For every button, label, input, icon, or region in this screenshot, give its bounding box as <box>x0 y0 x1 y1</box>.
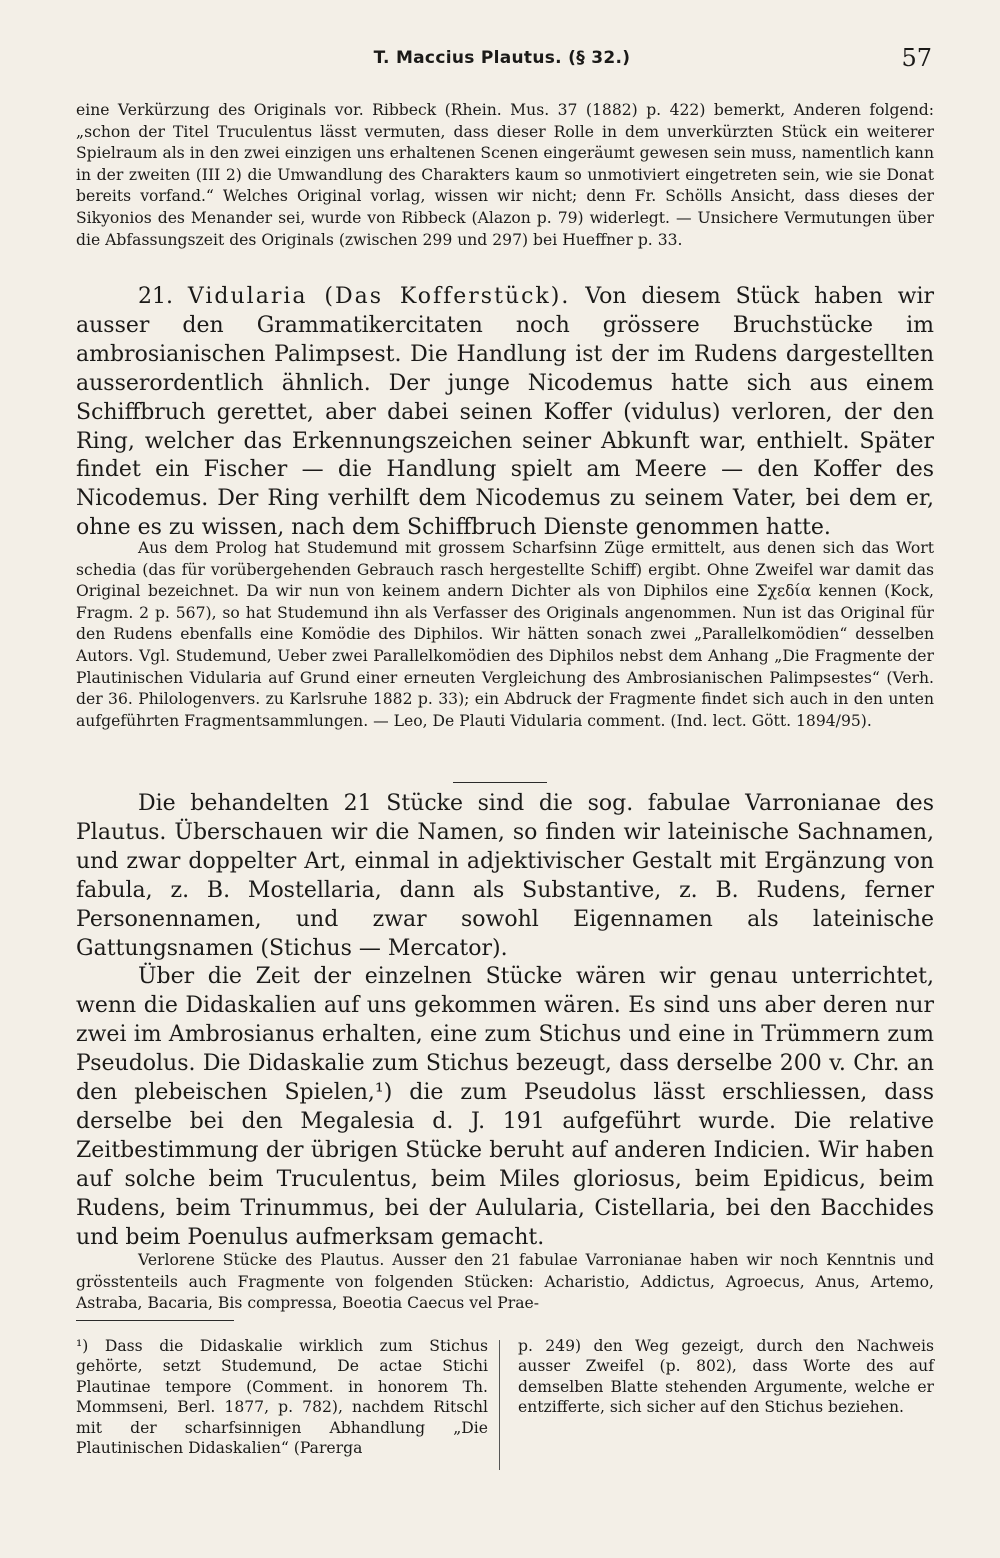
footnote-right-column: p. 249) den Weg gezeigt, durch den Nachweis ausser Zweifel (p. 802), dass Worte des auf demselben Blatte stehenden Argumente, welche er entzifferte, sich sicher auf den Stichus beziehen. <box>518 1337 934 1417</box>
footnote-column-divider <box>499 1340 500 1470</box>
section-21-title: Vidularia (Das Kofferstück). <box>187 284 571 309</box>
footnote-rule <box>76 1320 234 1321</box>
section-21-text: Von diesem Stück haben wir ausser den Grammatikercitaten noch grössere Bruchstücke im ambrosianischen Palimpsest. Die Handlung ist der im Rudens dargestellten ausserordentlich ähnlich. Der junge Nicodemus hatte sich aus einem Schiffbruch gerettet, aber dabei seinen Koffer (vidulus) verloren, der den Ring, welcher das Erkennungszeichen seiner Abkunft war, enthielt. Später findet ein Fischer — die Handlung spielt am Meere — den Koffer des Nicodemus. Der Ring verhilft dem Nicodemus zu seinem Vater, bei dem er, ohne es zu wissen, nach dem Schiffbruch Dienste genommen hatte. <box>76 284 934 541</box>
section-21-block <box>76 283 934 543</box>
summary-paragraph-2: Über die Zeit der einzelnen Stücke wären wir genau unterrichtet, wenn die Didaskalien auf uns gekommen wären. Es sind uns aber deren nur zwei im Ambrosianus erhalten, eine zum Stichus und eine in Trümmern zum Pseudolus. Die Didaskalie zum Stichus bezeugt, dass derselbe 200 v. Chr. an den plebeischen Spielen,¹) die zum Pseudolus lässt erschliessen, dass derselbe bei den Megalesia d. J. 191 aufgeführt wurde. Die relative Zeitbestimmung der übrigen Stücke beruht auf anderen Indicien. Wir haben auf solche beim Truculentus, beim Miles gloriosus, beim Epidicus, beim Rudens, beim Trinummus, bei der Aulularia, Cistellaria, bei den Bacchides und beim Poenulus aufmerksam gemacht. <box>76 964 934 1250</box>
section-21-number: 21. <box>138 284 173 309</box>
running-title: T. Maccius Plautus. (§ 32.) <box>373 48 631 68</box>
footnotes <box>76 1336 934 1476</box>
intro-paragraph: eine Verkürzung des Originals vor. Ribbeck (Rhein. Mus. 37 (1882) p. 422) bemerkt, Anderen folgend: „schon der Titel Truculentus lässt vermuten, dass dieser Rolle in dem unverkürzten Stück ein weiterer Spielraum als in den zwei einzigen uns erhaltenen Scenen eingeräumt gewesen sein muss, namentlich kann in der zweiten (III 2) die Umwandlung des Charakters kaum so unmotiviert eingetreten sein, wie sie Donat bereits vorfand.“ Welches Original vorlag, wissen wir nicht; denn Fr. Schölls Ansicht, dass dieses der Sikyonios des Menander sei, wurde von Ribbeck (Alazon p. 79) widerlegt. — Unsichere Vermutungen über die Abfassungszeit des Originals (zwischen 299 und 297) bei Hueffner p. 33. <box>76 101 934 249</box>
page-header <box>72 44 932 78</box>
lost-plays-block <box>76 1250 934 1315</box>
section-divider <box>453 782 547 783</box>
page-number: 57 <box>901 44 932 72</box>
section-21-paragraph <box>76 283 934 543</box>
summary-block <box>76 790 934 1253</box>
intro-paragraph-block <box>76 100 934 251</box>
lost-plays-note: Verlorene Stücke des Plautus. Ausser den 21 fabulae Varronianae haben wir noch Kenntnis und grösstenteils auch Fragmente von folgenden Stücken: Acharistio, Addictus, Agroecus, Anus, Artemo, Astraba, Bacaria, Bis compressa, Boeotia Caecus vel Prae- <box>76 1251 934 1313</box>
summary-paragraph-1: Die behandelten 21 Stücke sind die sog. fabulae Varronianae des Plautus. Überschauen wir die Namen, so finden wir lateinische Sachnamen, und zwar doppelter Art, einmal in adjektivischer Gestalt mit Ergänzung von fabula, z. B. Mostellaria, dann als Substantive, z. B. Rudens, ferner Personennamen, und zwar sowohl Eigennamen als lateinische Gattungsnamen (Stichus — Mercator). <box>76 791 934 961</box>
footnote-left-column: ¹) Dass die Didaskalie wirklich zum Stichus gehörte, setzt Studemund, De actae Stichi Plautinae tempore (Comment. in honorem Th. Mommseni, Berl. 1877, p. 782), nachdem Ritschl mit der scharfsinnigen Abhandlung „Die Plautinischen Didaskalien“ (Parerga <box>76 1337 488 1458</box>
section-21-note-block <box>76 538 934 732</box>
section-21-note: Aus dem Prolog hat Studemund mit grossem Scharfsinn Züge ermittelt, aus denen sich das Wort schedia (das für vorübergehenden Gebrauch rasch hergestellte Schiff) ergibt. Ohne Zweifel war damit das Original bezeichnet. Da wir nun von keinem andern Dichter als von Diphilos eine Σχεδία kennen (Kock, Fragm. 2 p. 567), so hat Studemund ihn als Verfasser des Originals angenommen. Nun ist das Original für den Rudens ebenfalls eine Komödie des Diphilos. Wir hätten sonach zwei „Parallelkomödien“ desselben Autors. Vgl. Studemund, Ueber zwei Parallelkomödien des Diphilos nebst dem Anhang „Die Fragmente der Plautinischen Vidularia auf Grund einer erneuten Vergleichung des Ambrosianischen Palimpsestes“ (Verh. der 36. Philologenvers. zu Karlsruhe 1882 p. 33); ein Abdruck der Fragmente findet sich auch in den unten aufgeführten Fragmentsammlungen. — Leo, De Plauti Vidularia comment. (Ind. lect. Gött. 1894/95). <box>76 539 934 730</box>
